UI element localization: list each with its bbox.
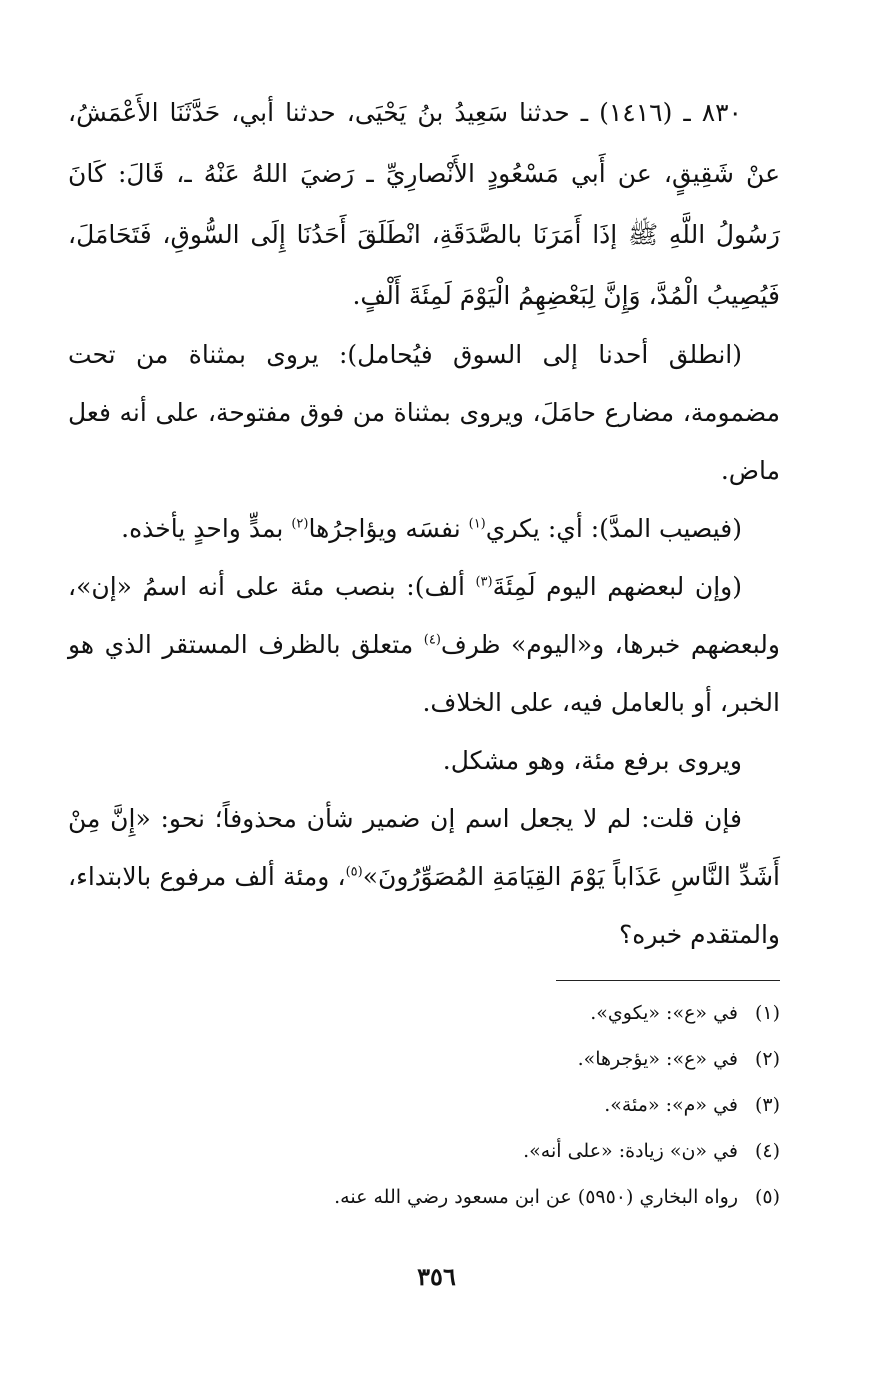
- footnote-ref: (١): [468, 516, 486, 532]
- footnote-text: في «م»: «مئة».: [604, 1094, 738, 1116]
- footnote-text: في «ع»: «يكوي».: [590, 1002, 738, 1024]
- footnote-text: في «ن» زيادة: «على أنه».: [523, 1140, 738, 1162]
- footnote-ref: (٥): [345, 864, 363, 880]
- footnote: [140, 1174, 780, 1220]
- hadith-text: ٨٣٠ ـ (١٤١٦) ـ حدثنا سَعِيدُ بنُ يَحْيَى، حدثنا أبي، حَدَّثَنَا الأَعْمَشُ، عنْ شَقِيقٍ، عن أَبي مَسْعُودٍ الأَنْصارِيِّ ـ رَضيَ اللهُ عَنْهُ ـ، قَالَ: كَانَ رَسُولُ اللَّهِ ﷺ إذَا أَمَرَنَا بالصَّدَقَةِ، انْطَلَقَ أَحَدُنَا إِلَى السُّوقِ، فَتَحَامَلَ، فَيُصِيبُ الْمُدَّ، وَإِنَّ لِبَعْضِهِمُ الْيَوْمَ لَمِئَةَ أَلْفٍ.: [68, 98, 780, 310]
- footnote: [140, 990, 780, 1036]
- footnote-ref: (٤): [423, 632, 441, 648]
- commentary-paragraph: [68, 500, 780, 558]
- footnote-text: في «ع»: «يؤجرها».: [577, 1048, 738, 1070]
- footnote: [140, 1036, 780, 1082]
- text-segment: ألف): بنصب مئة على أنه اسمُ «إن»، ولبعضهم خبرها، و«اليوم» ظرف: [68, 572, 780, 659]
- footnote-number: (١): [754, 1002, 780, 1024]
- footnote-number: (٤): [754, 1140, 780, 1162]
- text-segment: متعلق بالظرف المستقر الذي هو الخبر، أو بالعامل فيه، على الخلاف.: [68, 630, 780, 717]
- footnote-ref: (٣): [475, 574, 493, 590]
- commentary-paragraph: [68, 558, 780, 732]
- footnotes: [140, 990, 780, 1220]
- main-text: [68, 82, 780, 964]
- footnote-number: (٥): [754, 1186, 780, 1208]
- text-segment: (وإن لبعضهم اليوم لَمِئَةَ: [492, 572, 742, 601]
- text-segment: ، ومئة ألف مرفوع بالابتداء، والمتقدم خبره؟: [68, 862, 780, 949]
- text-segment: نفسَه ويؤاجرُها: [308, 514, 469, 543]
- footnote-text: رواه البخاري (٥٩٥٠) عن ابن مسعود رضي الله عنه.: [334, 1186, 738, 1208]
- footnote-ref: (٢): [291, 516, 309, 532]
- text-segment: (فيصيب المدَّ): أي: يكري: [485, 514, 742, 543]
- footnote: [140, 1128, 780, 1174]
- page-number: ٣٥٦: [417, 1262, 456, 1291]
- commentary-paragraph: [68, 790, 780, 964]
- text-segment: بمدٍّ واحدٍ يأخذه.: [121, 514, 292, 543]
- commentary-paragraph: ويروى برفع مئة، وهو مشكل.: [442, 746, 742, 775]
- footnote-number: (٣): [754, 1094, 780, 1116]
- footnote-number: (٢): [754, 1048, 780, 1070]
- commentary-paragraph: (انطلق أحدنا إلى السوق فيُحامل): يروى بمثناة من تحت مضمومة، مضارع حامَلَ، ويروى بمثناة من فوق مفتوحة، على أنه فعل ماض.: [68, 340, 780, 485]
- text-segment: فإن قلت: لم لا يجعل اسم إن ضمير شأن محذوفاً؛ نحو: «إِنَّ مِنْ أَشَدِّ النَّاسِ عَذَاباً يَوْمَ القِيَامَةِ المُصَوِّرُونَ»: [68, 804, 780, 891]
- footnote: [140, 1082, 780, 1128]
- footnote-divider: [556, 980, 780, 981]
